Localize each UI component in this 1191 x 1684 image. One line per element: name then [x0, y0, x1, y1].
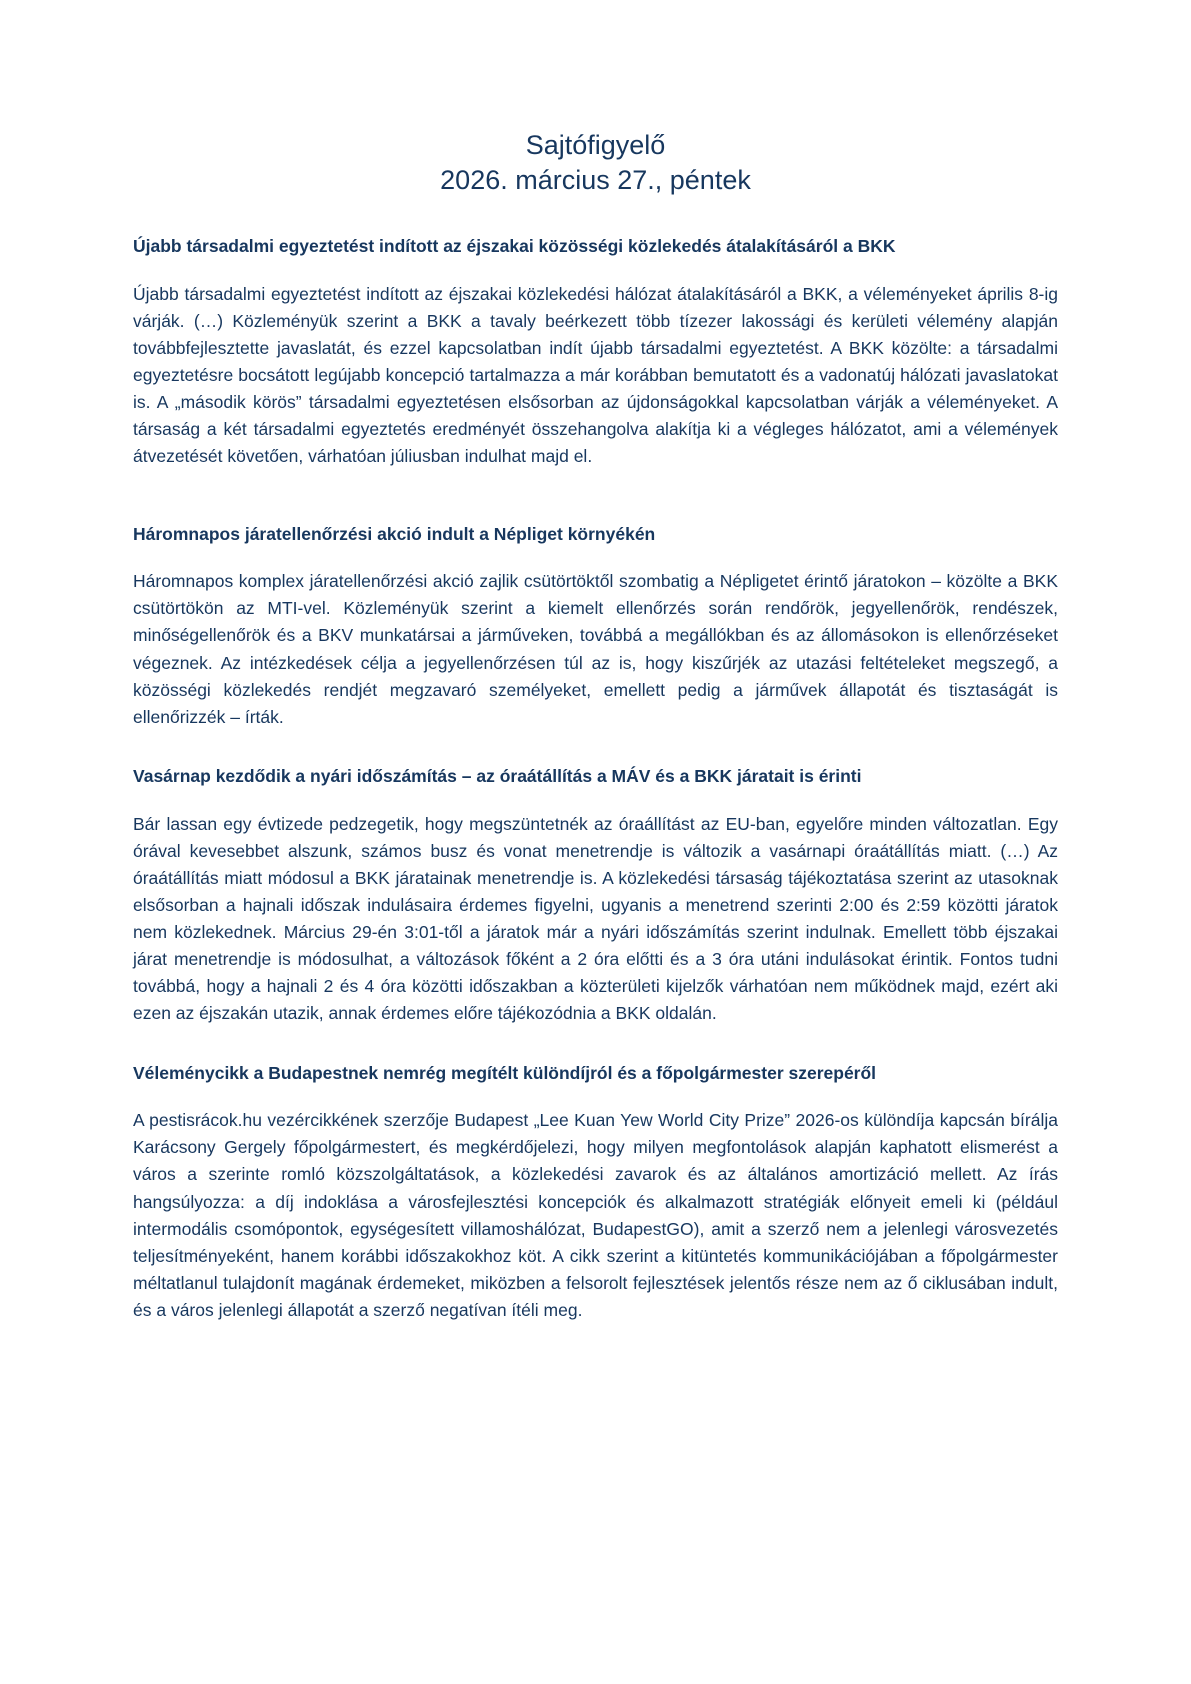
- article-body: A pestisrácok.hu vezércikkének szerzője Budapest „Lee Kuan Yew World City Prize” 2026-os különdíja kapcsán bírálja Karácsony Gergely főpolgármestert, és megkérdőjelezi, hogy milyen megfontolások alapján kaphatott elismerést a város a szerinte romló közszolgáltatások, a közlekedési zavarok és az általános amortizáció mellett. Az írás hangsúlyozza: a díj indoklása a városfejlesztési koncepciók és alkalmazott stratégiák előnyeit emeli ki (például intermodális csomópontok, egységesített villamoshálózat, BudapestGO), amit a szerző nem a jelenlegi városvezetés teljesítményeként, hanem korábbi időszakokhoz köt. A cikk szerint a kitüntetés kommunikációjában a főpolgármester méltatlanul tulajdonít magának érdemeket, miközben a felsorolt fejlesztések jelentős része nem az ő ciklusában indult, és a város jelenlegi állapotát a szerző negatívan ítéli meg.: [133, 1110, 1058, 1321]
- article-body: Újabb társadalmi egyeztetést indított az éjszakai közlekedési hálózat átalakításáról a BKK, a véleményeket április 8-ig várják. (…) Közleményük szerint a BKK a tavaly beérkezett több tízezer lakossági és kerületi vélemény alapján továbbfejlesztette javaslatát, és ezzel kapcsolatban indít újabb társadalmi egyeztetést. A BKK közölte: a társadalmi egyeztetésre bocsátott legújabb koncepció tartalmazza a már korábban bemutatott és a vadonatúj hálózati javaslatokat is. A „második körös” társadalmi egyeztetésen elsősorban az újdonságokkal kapcsolatban várják a véleményeket. A társaság a két társadalmi egyeztetés eredményét összehangolva alakítja ki a végleges hálózatot, ami a vélemények átvezetését követően, várhatóan júliusban indulhat majd el.: [133, 283, 1058, 467]
- article-heading: Véleménycikk a Budapestnek nemrég megítélt különdíjról és a főpolgármester szerepéről: [133, 1062, 877, 1083]
- article-section-2: [133, 523, 1058, 731]
- article-body: Bár lassan egy évtizede pedzegetik, hogy megszüntetnék az óraállítást az EU-ban, egyelőre minden változatlan. Egy órával kevesebbet alszunk, számos busz és vonat menetrendje is változik a vasárnapi óraátállítás miatt. (…) Az óraátállítás miatt módosul a BKK járatainak menetrendje is. A közlekedési társaság tájékoztatása szerint az utasoknak elsősorban a hajnali időszak indulásaira érdemes figyelni, ugyanis a menetrend szerinti 2:00 és 2:59 közötti járatok nem közlekednek. Március 29-én 3:01-től a járatok már a nyári időszámítás szerint indulnak. Emellett több éjszakai járat menetrendje is módosulhat, a változások főként a 2 óra előtti és a 3 óra utáni indulásokat érintik. Fontos tudni továbbá, hogy a hajnali 2 és 4 óra közötti időszakban a közterületi kijelzők várhatóan nem működnek majd, ezért aki ezen az éjszakán utazik, annak érdemes előre tájékozódnia a BKK oldalán.: [133, 813, 1058, 1024]
- article-section-1: [133, 235, 1058, 471]
- page-title-line-1: Sajtófigyelő: [525, 130, 666, 160]
- article-heading: Újabb társadalmi egyeztetést indított az éjszakai közösségi közlekedés átalakításáról a BKK: [133, 236, 896, 257]
- article-section-3: [133, 765, 1058, 1028]
- page-title: [133, 128, 1058, 197]
- article-heading: Háromnapos járatellenőrzési akció indult a Népliget környékén: [133, 523, 656, 544]
- article-body: Háromnapos komplex járatellenőrzési akció zajlik csütörtöktől szombatig a Népligetet érintő járatokon – közölte a BKK csütörtökön az MTI-vel. Közleményük szerint a kiemelt ellenőrzés során rendőrök, jegyellenőrök, rendészek, minőségellenőrök és a BKV munkatársai a járműveken, továbbá a megállókban és az állomásokon is ellenőrzéseket végeznek. Az intézkedések célja a jegyellenőrzésen túl az is, hogy kiszűrjék az utazási feltételeket megszegő, a közösségi közlekedés rendjét megzavaró személyeket, emellett pedig a járművek állapotát és tisztaságát is ellenőrizzék – írták.: [133, 571, 1058, 727]
- article-heading: Vasárnap kezdődik a nyári időszámítás – az óraátállítás a MÁV és a BKK járatait is érinti: [133, 765, 862, 786]
- page-title-line-2: 2026. március 27., péntek: [440, 164, 751, 195]
- article-section-4: [133, 1062, 1058, 1325]
